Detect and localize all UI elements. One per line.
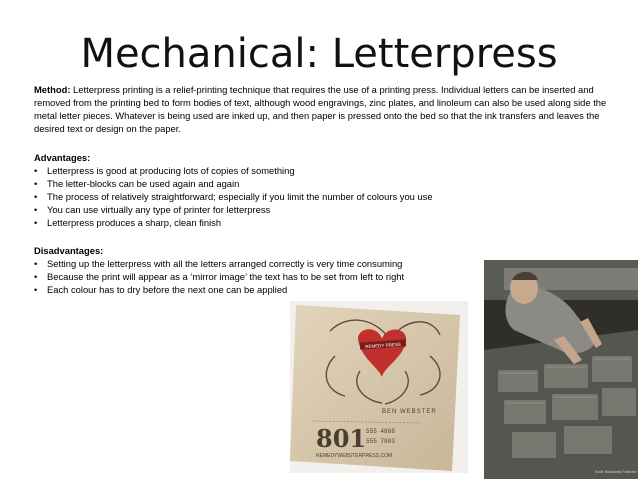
- card-phone-2: 555 7803: [366, 438, 395, 445]
- list-item: • The letter-blocks can be used again and again: [34, 178, 240, 189]
- card-phone-1: 555 4868: [366, 428, 395, 435]
- advantages-list: [34, 164, 504, 229]
- disadvantages-section: [34, 244, 504, 296]
- advantages-heading: Advantages:: [34, 152, 91, 163]
- photo-caption: Scott: Blackwells Publisher: [595, 470, 637, 474]
- bullet-icon: •: [34, 258, 38, 269]
- advantages-section: [34, 151, 504, 229]
- list-item: • Setting up the letterpress with all the letters arranged correctly is very time consuming: [34, 258, 403, 269]
- bullet-icon: •: [34, 165, 38, 176]
- disadvantages-heading: Disadvantages:: [34, 245, 104, 256]
- list-item: • The process of relatively straightforward; especially if you limit the number of colours you use: [34, 191, 433, 202]
- list-item: • You can use virtually any type of printer for letterpress: [34, 204, 271, 215]
- card-url: REMEDYWEBSTERPRESS.COM: [316, 453, 393, 459]
- list-item: • Each colour has to dry before the next one can be applied: [34, 284, 288, 295]
- card-name: BEN WEBSTER: [382, 409, 437, 415]
- bullet-icon: •: [34, 217, 38, 228]
- bullet-icon: •: [34, 284, 38, 295]
- slide-title: Mechanical: Letterpress: [80, 31, 558, 77]
- bullet-icon: •: [34, 191, 38, 202]
- bullet-icon: •: [34, 178, 38, 189]
- method-text: Letterpress printing is a relief-printing technique that requires the use of a printing press. Individual letters can be inserted and removed from the printing bed to form bodies of text, although wood engravings, zinc plates, and linoleum can also be used along side the metal letter pieces. Whatever is being used are inked up, and then paper is pressed onto the bed so that the ink transfers and leaves the desired text or design on the paper.: [34, 84, 607, 134]
- card-brand: REMEDY PRESS: [365, 341, 402, 350]
- method-paragraph: [34, 83, 619, 135]
- list-item: • Letterpress is good at producing lots of copies of something: [34, 165, 295, 176]
- bullet-icon: •: [34, 204, 38, 215]
- printer-photo: [484, 260, 638, 479]
- card-area-code: 801: [316, 424, 367, 453]
- list-item: • Because the print will appear as a ‘mirror image’ the text has to be set from left to right: [34, 271, 405, 282]
- list-item: • Letterpress produces a sharp, clean finish: [34, 217, 222, 228]
- disadvantages-list: [34, 257, 504, 296]
- method-label: Method:: [34, 84, 71, 95]
- letterpress-card-image: [290, 301, 468, 473]
- bullet-icon: •: [34, 271, 38, 282]
